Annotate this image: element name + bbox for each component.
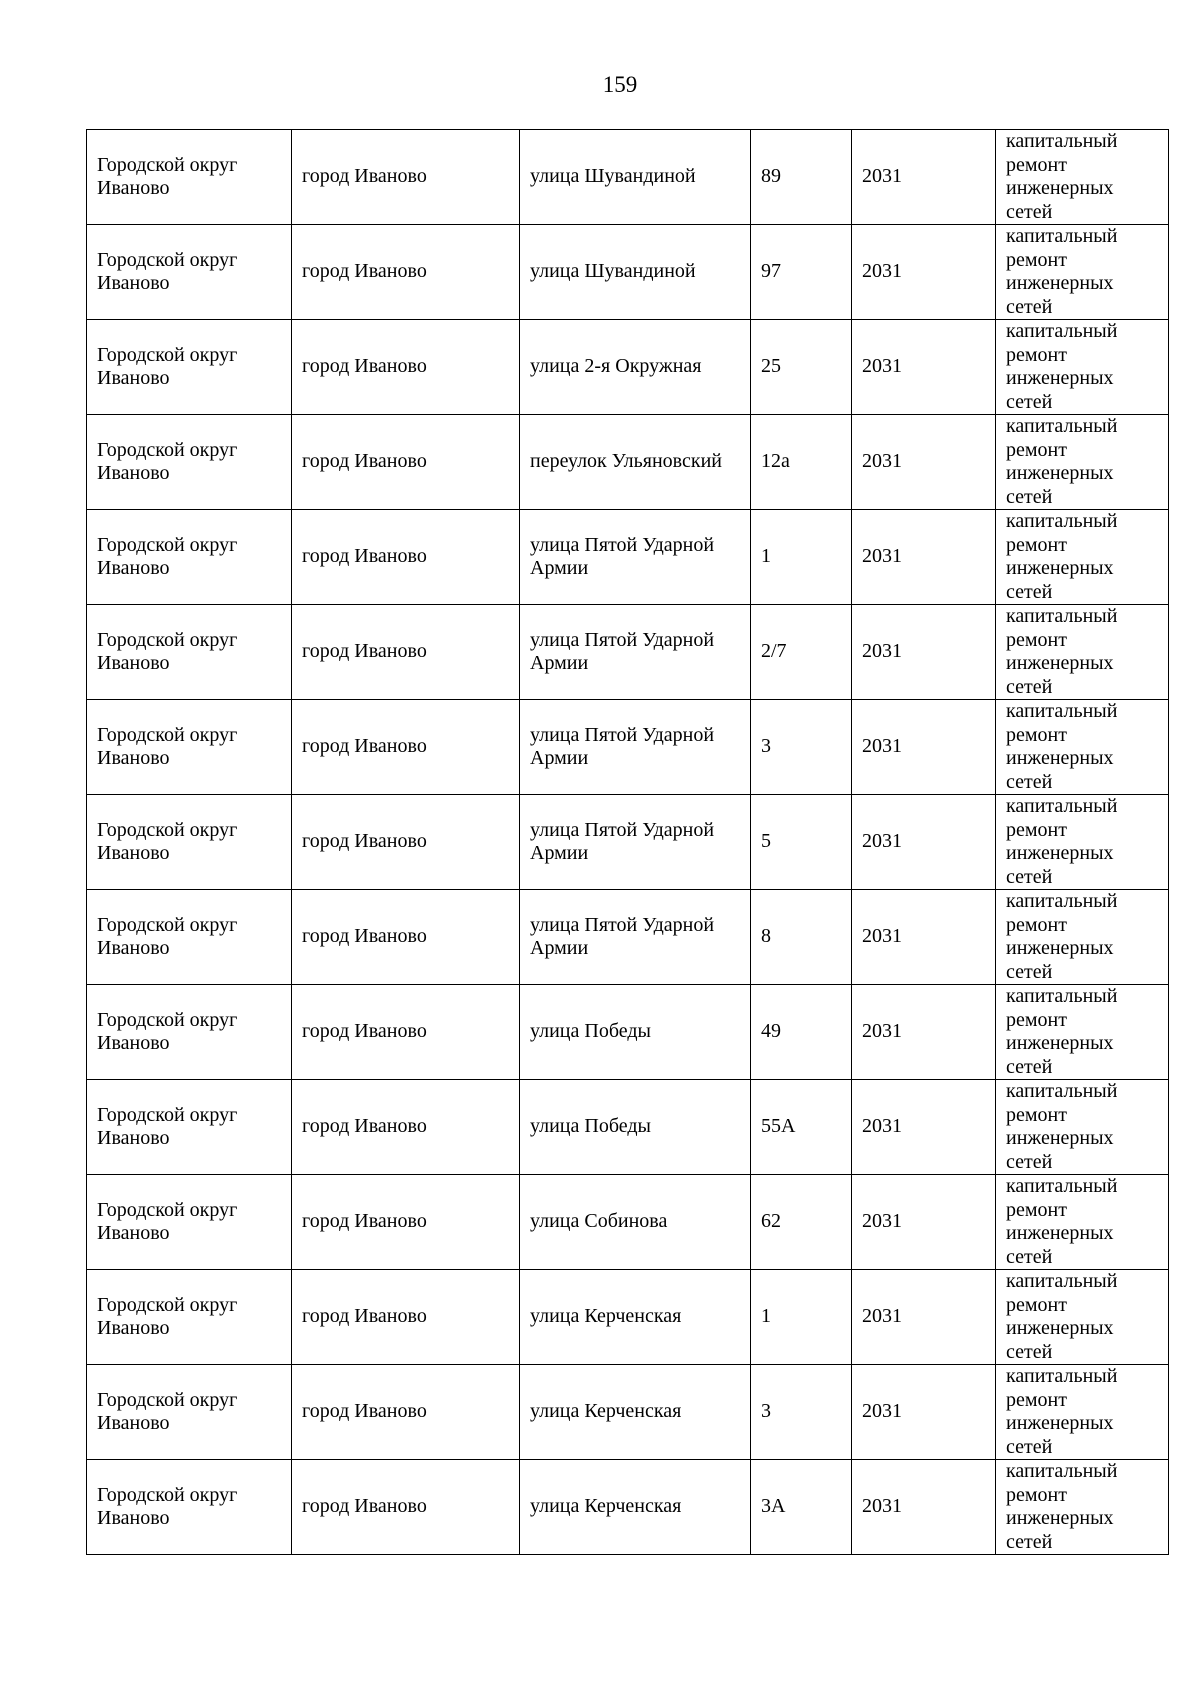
work-type-cell: капитальный ремонт инженерных сетей — [996, 1460, 1169, 1555]
city-cell: город Иваново — [292, 1175, 520, 1270]
city-cell: город Иваново — [292, 320, 520, 415]
work-type-cell: капитальный ремонт инженерных сетей — [996, 1080, 1169, 1175]
city-cell: город Иваново — [292, 1460, 520, 1555]
house-number-cell: 89 — [751, 130, 852, 225]
house-number-cell: 3 — [751, 700, 852, 795]
house-number-cell: 3А — [751, 1460, 852, 1555]
work-type-cell: капитальный ремонт инженерных сетей — [996, 795, 1169, 890]
city-cell: город Иваново — [292, 415, 520, 510]
district-cell: Городской округ Иваново — [87, 320, 292, 415]
district-cell: Городской округ Иваново — [87, 1175, 292, 1270]
work-type-cell: капитальный ремонт инженерных сетей — [996, 415, 1169, 510]
city-cell: город Иваново — [292, 700, 520, 795]
table-row — [87, 415, 1169, 510]
district-cell: Городской округ Иваново — [87, 605, 292, 700]
house-number-cell: 49 — [751, 985, 852, 1080]
year-cell: 2031 — [852, 795, 996, 890]
work-type-cell: капитальный ремонт инженерных сетей — [996, 1270, 1169, 1365]
work-type-cell: капитальный ремонт инженерных сетей — [996, 510, 1169, 605]
street-cell: улица Пятой Ударной Армии — [520, 700, 751, 795]
city-cell: город Иваново — [292, 225, 520, 320]
table-row — [87, 890, 1169, 985]
city-cell: город Иваново — [292, 510, 520, 605]
work-type-cell: капитальный ремонт инженерных сетей — [996, 320, 1169, 415]
city-cell: город Иваново — [292, 605, 520, 700]
work-type-cell: капитальный ремонт инженерных сетей — [996, 130, 1169, 225]
table-row — [87, 1175, 1169, 1270]
street-cell: улица Керченская — [520, 1270, 751, 1365]
year-cell: 2031 — [852, 1460, 996, 1555]
year-cell: 2031 — [852, 320, 996, 415]
street-cell: улица Пятой Ударной Армии — [520, 605, 751, 700]
district-cell: Городской округ Иваново — [87, 1080, 292, 1175]
district-cell: Городской округ Иваново — [87, 225, 292, 320]
work-type-cell: капитальный ремонт инженерных сетей — [996, 985, 1169, 1080]
year-cell: 2031 — [852, 225, 996, 320]
table-row — [87, 605, 1169, 700]
table-row — [87, 225, 1169, 320]
table-row — [87, 985, 1169, 1080]
house-number-cell: 3 — [751, 1365, 852, 1460]
table-row — [87, 510, 1169, 605]
table-row — [87, 795, 1169, 890]
table-row — [87, 1080, 1169, 1175]
house-number-cell: 12а — [751, 415, 852, 510]
table-row — [87, 130, 1169, 225]
year-cell: 2031 — [852, 1270, 996, 1365]
table-row — [87, 1365, 1169, 1460]
year-cell: 2031 — [852, 890, 996, 985]
street-cell: улица Шувандиной — [520, 225, 751, 320]
work-type-cell: капитальный ремонт инженерных сетей — [996, 1175, 1169, 1270]
city-cell: город Иваново — [292, 795, 520, 890]
street-cell: улица 2-я Окружная — [520, 320, 751, 415]
house-number-cell: 2/7 — [751, 605, 852, 700]
street-cell: улица Керченская — [520, 1365, 751, 1460]
table-row — [87, 320, 1169, 415]
year-cell: 2031 — [852, 510, 996, 605]
house-number-cell: 1 — [751, 1270, 852, 1365]
work-type-cell: капитальный ремонт инженерных сетей — [996, 1365, 1169, 1460]
work-type-cell: капитальный ремонт инженерных сетей — [996, 225, 1169, 320]
street-cell: улица Победы — [520, 1080, 751, 1175]
district-cell: Городской округ Иваново — [87, 1270, 292, 1365]
page-number: 159 — [602, 72, 638, 97]
table-row — [87, 1270, 1169, 1365]
year-cell: 2031 — [852, 415, 996, 510]
city-cell: город Иваново — [292, 985, 520, 1080]
house-number-cell: 5 — [751, 795, 852, 890]
street-cell: улица Пятой Ударной Армии — [520, 510, 751, 605]
house-number-cell: 8 — [751, 890, 852, 985]
work-type-cell: капитальный ремонт инженерных сетей — [996, 700, 1169, 795]
city-cell: город Иваново — [292, 1270, 520, 1365]
street-cell: улица Собинова — [520, 1175, 751, 1270]
year-cell: 2031 — [852, 1080, 996, 1175]
district-cell: Городской округ Иваново — [87, 795, 292, 890]
district-cell: Городской округ Иваново — [87, 510, 292, 605]
city-cell: город Иваново — [292, 890, 520, 985]
city-cell: город Иваново — [292, 130, 520, 225]
street-cell: переулок Ульяновский — [520, 415, 751, 510]
city-cell: город Иваново — [292, 1365, 520, 1460]
year-cell: 2031 — [852, 1175, 996, 1270]
year-cell: 2031 — [852, 605, 996, 700]
street-cell: улица Пятой Ударной Армии — [520, 795, 751, 890]
work-type-cell: капитальный ремонт инженерных сетей — [996, 605, 1169, 700]
table-body — [87, 130, 1169, 1555]
district-cell: Городской округ Иваново — [87, 415, 292, 510]
district-cell: Городской округ Иваново — [87, 1460, 292, 1555]
year-cell: 2031 — [852, 1365, 996, 1460]
district-cell: Городской округ Иваново — [87, 700, 292, 795]
year-cell: 2031 — [852, 700, 996, 795]
house-number-cell: 62 — [751, 1175, 852, 1270]
year-cell: 2031 — [852, 130, 996, 225]
city-cell: город Иваново — [292, 1080, 520, 1175]
house-number-cell: 25 — [751, 320, 852, 415]
year-cell: 2031 — [852, 985, 996, 1080]
district-cell: Городской округ Иваново — [87, 890, 292, 985]
street-cell: улица Керченская — [520, 1460, 751, 1555]
table-row — [87, 1460, 1169, 1555]
house-number-cell: 97 — [751, 225, 852, 320]
house-number-cell: 1 — [751, 510, 852, 605]
street-cell: улица Пятой Ударной Армии — [520, 890, 751, 985]
work-type-cell: капитальный ремонт инженерных сетей — [996, 890, 1169, 985]
district-cell: Городской округ Иваново — [87, 1365, 292, 1460]
house-number-cell: 55А — [751, 1080, 852, 1175]
district-cell: Городской округ Иваново — [87, 985, 292, 1080]
street-cell: улица Победы — [520, 985, 751, 1080]
table-row — [87, 700, 1169, 795]
district-cell: Городской округ Иваново — [87, 130, 292, 225]
repair-schedule-table — [86, 129, 1169, 1555]
street-cell: улица Шувандиной — [520, 130, 751, 225]
